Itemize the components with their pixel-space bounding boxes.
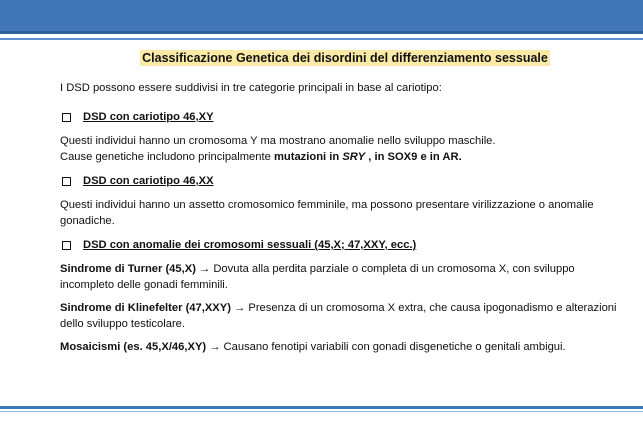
section-heading-text: DSD con cariotipo 46,XX	[83, 175, 214, 187]
header-bar	[0, 0, 643, 34]
section-heading-46xy	[60, 109, 630, 125]
syndrome-turner	[60, 261, 630, 293]
checkbox-icon	[62, 113, 71, 122]
syndrome-name: Mosaicismi (es. 45,X/46,XY)	[60, 341, 207, 353]
syndrome-description: → Presenza di un cromosoma X extra, che causa ipogonadismo e alterazioni dello sviluppo testicolare.	[60, 302, 617, 330]
footer-divider-thin	[0, 411, 643, 412]
footer-divider	[0, 406, 643, 409]
checkbox-icon	[62, 177, 71, 186]
bold-genes: , in SOX9 e in AR.	[365, 151, 462, 163]
checkbox-icon	[62, 241, 71, 250]
section-46xy-line1: Questi individui hanno un cromosoma Y ma mostrano anomalie nello sviluppo maschile.	[60, 135, 496, 147]
page-title	[60, 50, 630, 66]
section-46xx-text: Questi individui hanno un assetto cromosomico femminile, ma possono presentare virilizzazione o anomalie gonadiche.	[60, 199, 594, 227]
bold-mutations: mutazioni in	[273, 151, 343, 163]
section-46xy-text	[60, 133, 630, 165]
syndrome-name: Sindrome di Turner (45,X)	[60, 263, 196, 275]
syndrome-klinefelter	[60, 300, 630, 332]
syndrome-name: Sindrome di Klinefelter (47,XXY)	[60, 302, 231, 314]
section-46xy-line2-bold	[274, 151, 462, 163]
intro-text: I DSD possono essere suddivisi in tre categorie principali in base al cariotipo:	[60, 82, 442, 94]
gene-sry: SRY	[342, 151, 366, 163]
section-46xy-line2-pre: Cause genetiche includono principalmente	[60, 151, 274, 163]
header-divider	[0, 38, 643, 40]
section-heading-text: DSD con cariotipo 46,XY	[83, 111, 214, 123]
section-heading-text: DSD con anomalie dei cromosomi sessuali (45,X; 47,XXY, ecc.)	[83, 239, 417, 251]
section-heading-sex-chromosomes	[60, 237, 630, 253]
syndrome-description: → Dovuta alla perdita parziale o completa di un cromosoma X, con sviluppo incompleto delle gonadi femminili.	[60, 263, 575, 291]
syndrome-mosaicism	[60, 339, 630, 355]
syndrome-description: → Causano fenotipi variabili con gonadi disgenetiche o genitali ambigui.	[206, 341, 566, 353]
document-body	[60, 50, 630, 362]
section-heading-46xx	[60, 173, 630, 189]
title-text: Classificazione Genetica dei disordini del differenziamento sessuale	[142, 51, 548, 65]
